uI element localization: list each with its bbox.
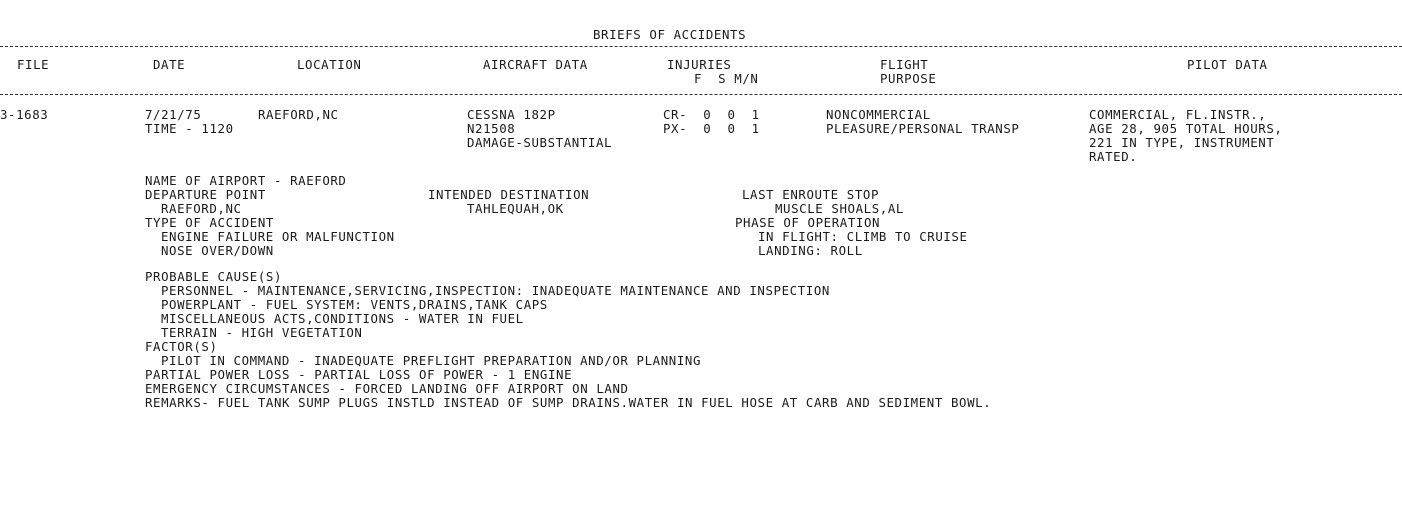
destination-value: TAHLEQUAH,OK (467, 201, 564, 216)
cause-3: MISCELLANEOUS ACTS,CONDITIONS - WATER IN FUEL (161, 311, 524, 326)
pilot-data-line-4: RATED. (1089, 149, 1138, 164)
header-purpose: PURPOSE (880, 71, 937, 86)
flight-purpose-detail: PLEASURE/PERSONAL TRANSP (826, 121, 1020, 136)
header-date: DATE (153, 57, 186, 72)
accident-type-value-2: NOSE OVER/DOWN (161, 243, 274, 258)
header-rule-top (0, 46, 1402, 47)
last-stop-label: LAST ENROUTE STOP (742, 187, 880, 202)
header-rule-bottom (0, 94, 1402, 95)
record-time: TIME - 1120 (145, 121, 234, 136)
airport-name: NAME OF AIRPORT - RAEFORD (145, 173, 347, 188)
flight-purpose-type: NONCOMMERCIAL (826, 107, 931, 122)
remarks: REMARKS- FUEL TANK SUMP PLUGS INSTLD INSTEAD OF SUMP DRAINS.WATER IN FUEL HOSE AT CARB AND SEDIMENT BOWL. (145, 395, 992, 410)
emergency-circumstances: EMERGENCY CIRCUMSTANCES - FORCED LANDING OFF AIRPORT ON LAND (145, 381, 629, 396)
record-location: RAEFORD,NC (258, 107, 339, 122)
header-flight: FLIGHT (880, 57, 929, 72)
header-pilot-data: PILOT DATA (1187, 57, 1268, 72)
pilot-data-line-1: COMMERCIAL, FL.INSTR., (1089, 107, 1267, 122)
factor-1: PILOT IN COMMAND - INADEQUATE PREFLIGHT PREPARATION AND/OR PLANNING (161, 353, 702, 368)
record-file: 3-1683 (0, 107, 49, 122)
cause-4: TERRAIN - HIGH VEGETATION (161, 325, 363, 340)
header-location: LOCATION (297, 57, 362, 72)
header-file: FILE (17, 57, 50, 72)
header-injuries-sub: F S M/N (694, 71, 759, 86)
partial-power-loss: PARTIAL POWER LOSS - PARTIAL LOSS OF POWER - 1 ENGINE (145, 367, 573, 382)
pilot-data-line-3: 221 IN TYPE, INSTRUMENT (1089, 135, 1275, 150)
record-date: 7/21/75 (145, 107, 202, 122)
phase-value-1: IN FLIGHT: CLIMB TO CRUISE (758, 229, 968, 244)
pilot-data-line-2: AGE 28, 905 TOTAL HOURS, (1089, 121, 1283, 136)
page-title: BRIEFS OF ACCIDENTS (593, 27, 747, 42)
probable-cause-label: PROBABLE CAUSE(S) (145, 269, 283, 284)
aircraft-damage: DAMAGE-SUBSTANTIAL (467, 135, 613, 150)
accident-type-value-1: ENGINE FAILURE OR MALFUNCTION (161, 229, 395, 244)
header-injuries: INJURIES (667, 57, 732, 72)
header-aircraft-data: AIRCRAFT DATA (483, 57, 588, 72)
last-stop-value: MUSCLE SHOALS,AL (775, 201, 904, 216)
phase-label: PHASE OF OPERATION (735, 215, 881, 230)
factor-label: FACTOR(S) (145, 339, 218, 354)
phase-value-2: LANDING: ROLL (758, 243, 863, 258)
accident-type-label: TYPE OF ACCIDENT (145, 215, 274, 230)
aircraft-model: CESSNA 182P (467, 107, 556, 122)
aircraft-registration: N21508 (467, 121, 516, 136)
departure-value: RAEFORD,NC (161, 201, 242, 216)
departure-label: DEPARTURE POINT (145, 187, 266, 202)
injuries-crew: CR- 0 0 1 (663, 107, 760, 122)
destination-label: INTENDED DESTINATION (428, 187, 590, 202)
cause-1: PERSONNEL - MAINTENANCE,SERVICING,INSPECTION: INADEQUATE MAINTENANCE AND INSPECTION (161, 283, 830, 298)
cause-2: POWERPLANT - FUEL SYSTEM: VENTS,DRAINS,TANK CAPS (161, 297, 548, 312)
injuries-passengers: PX- 0 0 1 (663, 121, 760, 136)
